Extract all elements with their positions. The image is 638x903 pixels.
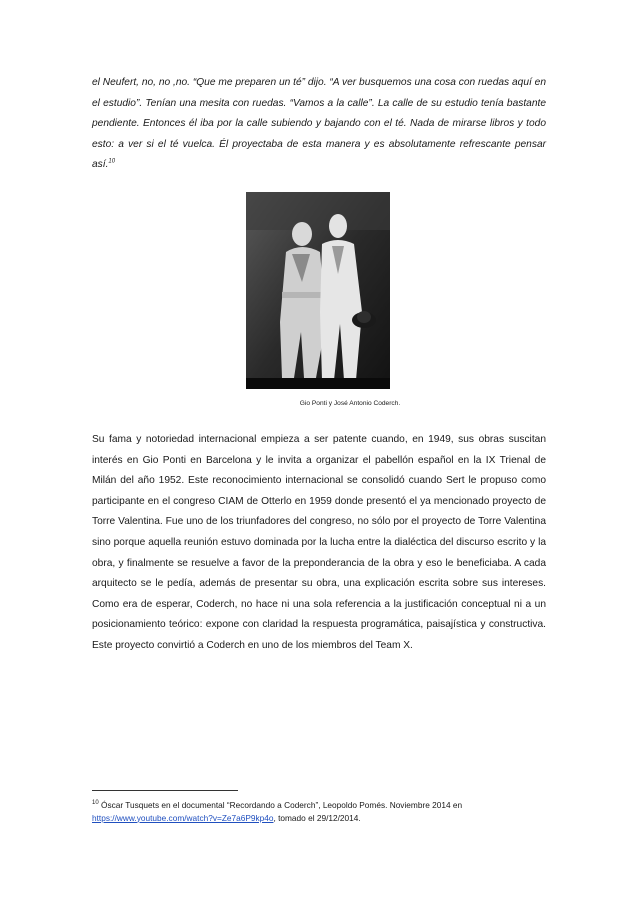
photo-image: [246, 192, 390, 389]
footnote-divider: [92, 790, 238, 791]
quote-text: el Neufert, no, no ,no. “Que me preparen un té” dijo. “A ver busquemos una cosa con ruedas aquí en el estudio”. Tenían una mesita con ruedas. “Vamos a la calle”. La calle de su estudio tenía bastante pendiente. Entonces él iba por la calle subiendo y bajando con el té. Nada de mirarse libros y todo esto: a ver si el té vuelca. Él proyectaba de esta manera y es absolutamente refrescante pensar así.: [92, 77, 546, 171]
body-paragraph: Su fama y notoriedad internacional empieza a ser patente cuando, en 1949, sus obras suscitan interés en Gio Ponti en Barcelona y le invita a organizar el pabellón español en la IX Trienal de Milán del año 1952. Este reconocimiento internacional se consolidó cuando Sert le propuso como participante en el congreso CIAM de Otterlo en 1959 donde presentó el ya mencionado proyecto de Torre Valentina. Fue uno de los triunfadores del congreso, no sólo por el proyecto de Torre Valentina sino porque aquella reunión estuvo dominada por la lucha entre la dialéctica del discurso escrito y la obra, y finalmente se resuelve a favor de la preponderancia de la obra y eso le beneficiaba. A cada arquitecto se le pedía, además de presentar su obra, una explicación escrita sobre sus intereses. Como era de esperar, Coderch, no hace ni una sola referencia a la justificación conceptual ni a un posicionamiento teórico: expone con claridad la respuesta programática, paisajística y constructiva. Este proyecto convirtió a Coderch en uno de los miembros del Team X.: [92, 434, 546, 651]
footnote-number: 10: [92, 800, 99, 807]
footnote-link[interactable]: https://www.youtube.com/watch?v=Ze7a6P9kp4o: [92, 812, 274, 823]
quote-paragraph: [92, 73, 546, 176]
footnote-date: , tomado el 29/12/2014.: [273, 812, 361, 823]
photo-gio-ponti-coderch: [246, 192, 390, 389]
footnote-text: Óscar Tusquets en el documental “Recordando a Coderch”, Leopoldo Pomés. Noviembre 2014 en: [98, 800, 463, 810]
footnote: [92, 799, 546, 824]
footnote-reference[interactable]: 10: [108, 158, 116, 165]
photo-caption: Gio Ponti y José Antonio Coderch.: [299, 400, 401, 407]
